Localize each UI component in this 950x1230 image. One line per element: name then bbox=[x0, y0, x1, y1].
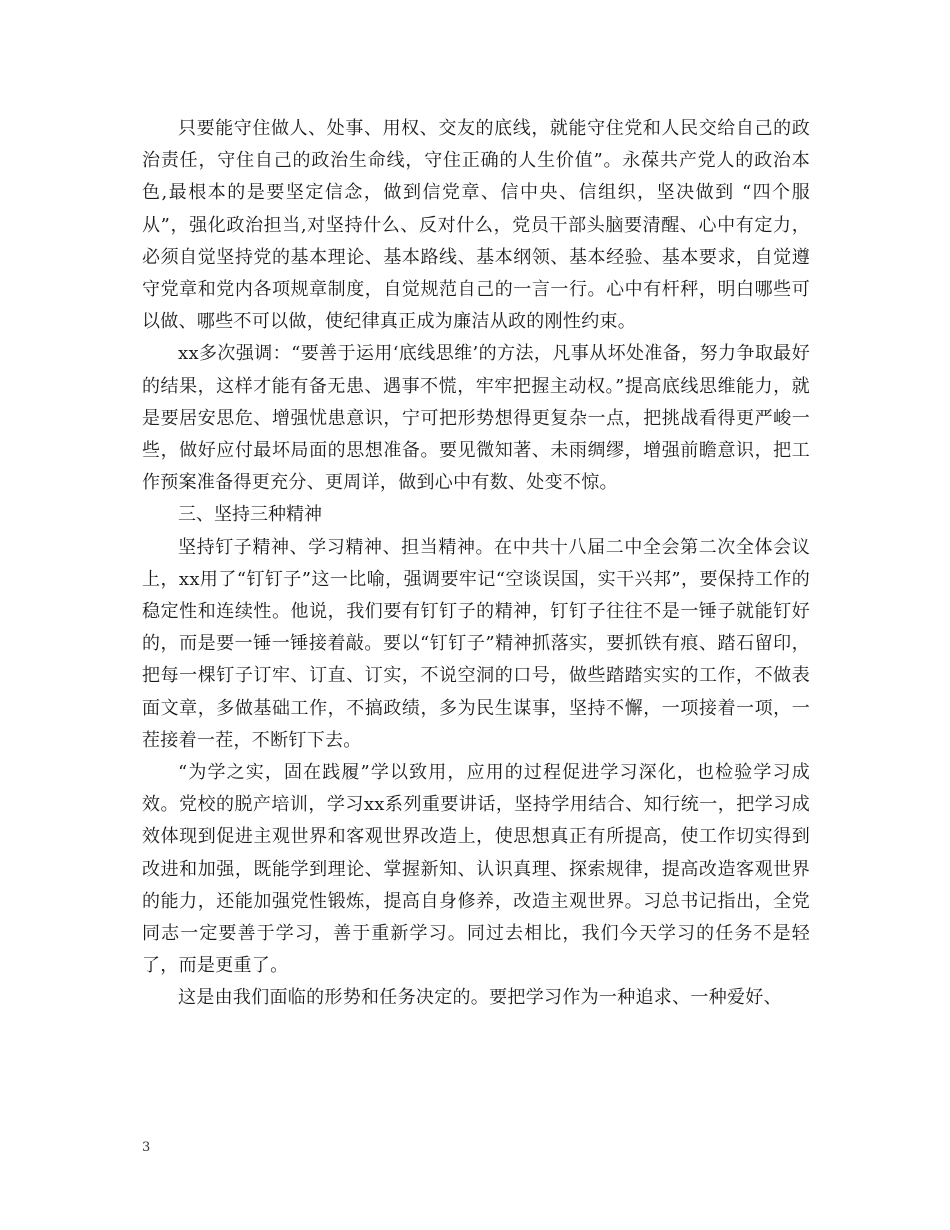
page-number: 3 bbox=[142, 1140, 151, 1155]
section-heading: 三、坚持三种精神 bbox=[178, 504, 322, 526]
paragraph: 只要能守住做人、处事、用权、交友的底线，就能守住党和人民交给自己的政治责任，守住自己的政治生命线，守住正确的人生价值”。永葆共产党人的政治本色,最根本的是要坚定信念，做到信党章、信中央、信组织，坚决做到 “四个服从”，强化政治担当,对坚持什么、反对什么，党员干部头脑要清醒、心中有定力，必须自觉坚持党的基本理论、基本路线、基本纲领、基本经验、基本要求，自觉遵守党章和党内各项规章制度，自觉规范自己的一言一行。心中有杆秤，明白哪些可以做、哪些不可以做，使纪律真正成为廉洁从政的刚性约束。 bbox=[142, 118, 810, 333]
paragraph: 这是由我们面临的形势和任务决定的。要把学习作为一种追求、一种爱好、 bbox=[178, 987, 782, 1009]
body-text bbox=[142, 113, 810, 1015]
paragraph: 坚持钉子精神、学习精神、担当精神。在中共十八届二中全会第二次全体会议上，xx用了“钉钉子”这一比喻，强调要牢记“空谈误国，实干兴邦”，要保持工作的稳定性和连续性。他说，我们要有钉钉子的精神，钉钉子往往不是一锤子就能钉好的，而是要一锤一锤接着敲。要以“钉钉子”精神抓落实，要抓铁有痕、踏石留印，把每一棵钉子订牢、订直、订实，不说空洞的口号，做些踏踏实实的工作，不做表面文章，多做基础工作，不搞政绩，多为民生谋事，坚持不懈，一项接着一项，一茬接着一茬，不断钉下去。 bbox=[142, 536, 810, 751]
paragraph: “为学之实，固在践履”学以致用，应用的过程促进学习深化，也检验学习成效。党校的脱产培训，学习xx系列重要讲话，坚持学用结合、知行统一，把学习成效体现到促进主观世界和客观世界改造上，使思想真正有所提高，使工作切实得到改进和加强，既能学到理论、掌握新知、认识真理、探索规律，提高改造客观世界的能力，还能加强党性锻炼，提高自身修养，改造主观世界。习总书记指出，全党同志一定要善于学习，善于重新学习。同过去相比，我们今天学习的任务不是轻了，而是更重了。 bbox=[142, 762, 810, 977]
paragraph: xx多次强调：“要善于运用‘底线思维’的方法，凡事从坏处准备，努力争取最好的结果，这样才能有备无患、遇事不慌，牢牢把握主动权。”提高底线思维能力，就是要居安思危、增强忧患意识，宁可把形势想得更复杂一点，把挑战看得更严峻一些，做好应付最坏局面的思想准备。要见微知著、未雨绸缪，增强前瞻意识，把工作预案准备得更充分、更周详，做到心中有数、处变不惊。 bbox=[142, 343, 810, 494]
